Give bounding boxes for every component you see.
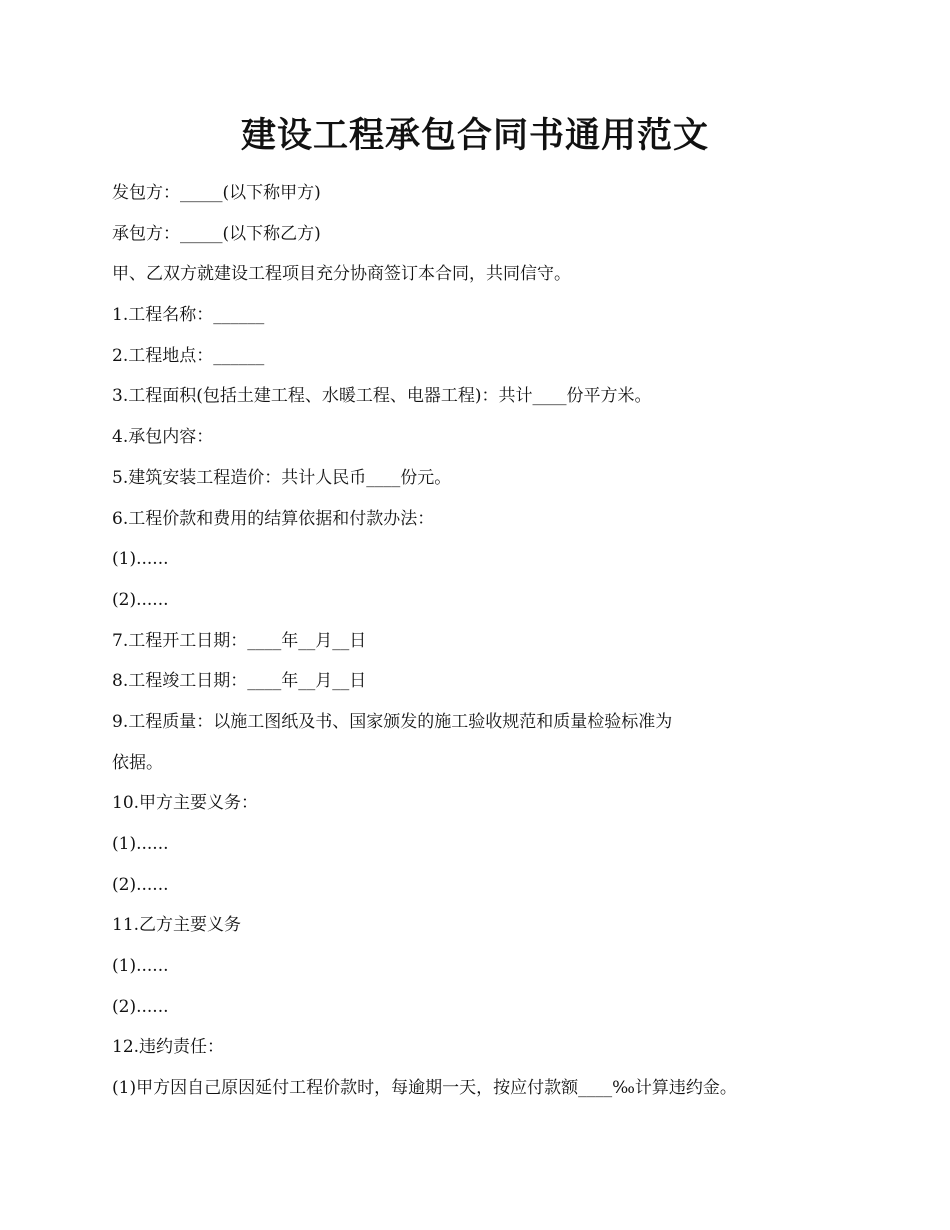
line-contract-scope: 4.承包内容： [112,427,214,448]
line-party-a-duty-2: (2)...... [112,874,169,895]
line-quality-continued: 依据。 [112,752,163,773]
line-start-date: 7.工程开工日期：____年__月__日 [112,630,367,651]
line-quality: 9.工程质量：以施工图纸及书、国家颁发的施工验收规范和质量检验标准为 [112,711,673,732]
line-party-b-duty-2: (2)...... [112,996,169,1017]
line-payment-terms: 6.工程价款和费用的结算依据和付款办法： [112,508,435,529]
document-body [112,180,852,1116]
line-construction-cost: 5.建筑安装工程造价：共计人民币____份元。 [112,467,452,488]
line-contractor: 承包方：_____(以下称乙方) [112,223,321,244]
line-project-location: 2.工程地点：______ [112,345,265,366]
line-party-a-duty-1: (1)...... [112,834,169,854]
line-agreement-intro: 甲、乙双方就建设工程项目充分协商签订本合同，共同信守。 [112,264,571,285]
line-employer: 发包方：_____(以下称甲方) [112,183,321,203]
line-project-name: 1.工程名称：______ [112,305,265,326]
document-title: 建设工程承包合同书通用范文 [240,115,709,156]
line-completion-date: 8.工程竣工日期：____年__月__日 [112,671,367,692]
line-payment-item-1: (1)...... [112,549,169,570]
line-payment-item-2: (2)...... [112,589,169,610]
line-party-b-duties: 11.乙方主要义务 [112,915,242,936]
line-breach-liability: 12.违约责任： [112,1037,225,1058]
line-party-a-duties: 10.甲方主要义务： [112,793,259,814]
line-party-b-duty-1: (1)...... [112,956,169,977]
line-breach-item-1: (1)甲方因自己原因延付工程价款时，每逾期一天，按应付款额____‰计算违约金。 [112,1078,737,1099]
line-project-area: 3.工程面积(包括土建工程、水暖工程、电器工程)：共计____份平方米。 [112,386,652,407]
